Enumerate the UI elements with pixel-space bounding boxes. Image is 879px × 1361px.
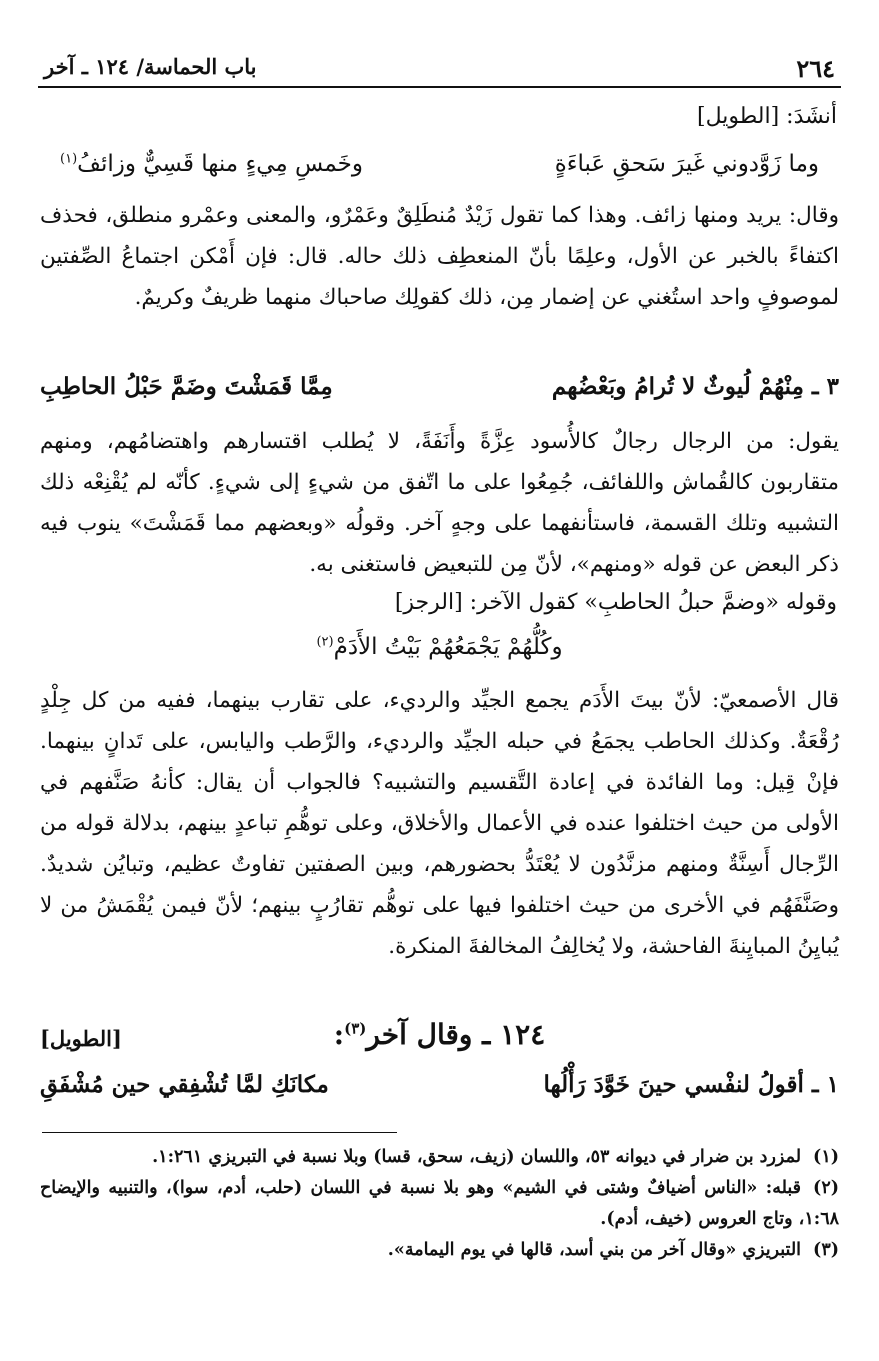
verse-next-second-hemistich: مكانَكِ لمَّا تُشْفِقي حين مُشْفَقِ — [40, 1071, 329, 1098]
footnotes — [40, 1142, 839, 1266]
running-header — [38, 50, 841, 88]
rajaz-verse: وكُلُّهُمْ يَجْمَعُهُمْ بَيْتُ الأَدَمْ$^{(٢)}$ — [316, 634, 563, 660]
footnote-marker: (١) — [60, 151, 78, 167]
footnote-2: (٢)قبله: «الناس أضيافٌ وشتى في الشيم» وهو بلا نسبة في اللسان (حلب، أدم، سوا)، والتنبيه والإيضاح ١:٦٨، وتاج العروس (خيف، أدم). — [40, 1178, 839, 1229]
section-title: ١٢٤ ـ وقال آخر$^{(٣)}$: — [333, 1018, 546, 1051]
footnote-3: (٣)التبريزي «وقال آخر من بني أسد، قالها في يوم اليمامة». — [387, 1240, 839, 1260]
verse-next-first-hemistich: ١ ـ أقولُ لنفْسي حينَ خَوَّدَ رَأْلُها — [543, 1071, 839, 1098]
verse-1-first-hemistich: وما زَوَّدوني غَيرَ سَحقِ عَباءَةٍ — [554, 151, 819, 177]
paragraph-1: وقال: يريد ومنها زائف. وهذا كما تقول زَيْدٌ مُنطَلِقٌ وعَمْرٌو، والمعنى وعمْرو منطلق، فحذف اكتفاءً بالخبر عن الأول، وعلِمًا بأنّ المنعطِف ذلك حاله. قال: فإن أَمْكن اجتماعُ الصِّفتين لموصوفٍ واحد استُغني عن إضمار مِن، ذلك كقولِك صاحباك منهما ظريفٌ وكريمٌ. — [40, 203, 839, 310]
verse-3-first-hemistich: ٣ ـ مِنْهُمْ لُيوثٌ لا تُرامُ وبَعْضُهم — [551, 373, 839, 400]
footnote-1: (١)لمزرد بن ضرار في ديوانه ٥٣، واللسان (زيف، سحق، قسا) وبلا نسبة في التبريزي ١:٢٦١. — [152, 1147, 839, 1167]
footnote-marker: (٣) — [344, 1019, 367, 1038]
section-heading — [40, 1018, 839, 1062]
paragraph-2: يقول: من الرجال رجالٌ كالأُسود عِزَّةً وأَنَفَةً، لا يُطلب اقتسارهم واهتضامُهم، ومنهم متقاربون كالقُماش واللفائف، جُمِعُوا على ما اتّفق من شيءٍ إلى شيءٍ. كأنّه لم يُقْنِعْه ذلك التشبيه وتلك القسمة، فاستأنفهما على وجهٍ آخر. وقولُه «وبعضهم مما قَمَشْتَ» ينوب فيه ذكر البعض عن قوله «ومنهم»، لأنّ مِن للتبعيض فاستغنى به. — [40, 429, 839, 577]
verse-1-second-hemistich: وخَمسِ مِيءٍ منها قَسِيٌّ وزائفُ$^{(١)}$ — [60, 151, 364, 177]
meter-label: [الطويل] — [40, 1026, 122, 1051]
verse-3-second-hemistich: مِمَّا قَمَشْتَ وضَمَّ حَبْلُ الحاطِبِ — [40, 373, 333, 400]
running-title: باب الحماسة/ ١٢٤ ـ آخر — [44, 54, 257, 79]
footnote-marker: (٢) — [316, 634, 334, 650]
paragraph-3: قال الأصمعيّ: لأنّ بيتَ الأَدَم يجمع الجيِّد والرديء، على تقارب بينهما، ففيه من كل جِلْدٍ رُقْعَةٌ. وكذلك الحاطب يجمَعُ في حبله الجيِّد والرديء، والرَّطب واليابس، على تَدانٍ بينهما. فإنْ قِيل: وما الفائدة في إعادة التَّقسيم والتشبيه؟ فالجواب أن يقال: كأنهُ صَنَّفهم في الأولى من حيث اختلفوا عنده في الأعمال والأخلاق، وعلى توهُّمِ تباعدٍ بينهم، بدلالة قوله من الرِّجال أَسِنَّةٌ ومنهم مزنَّدُون لا يُعْتَدُّ بحضورهم، وبين الصفتين تفاوتٌ عظيم، وتبايُن شديدٌ. وصَنَّفَهُم في الأخرى من حيث اختلفوا فيها على توهُّم تقارُبٍ بينهم؛ لأنّ فيمن يُقْمَشُ من لا يُبايِنُ المبايِنةَ الفاحشة، ولا يُخالِفُ المخالفةَ المنكرة. — [40, 688, 839, 959]
page-number: ٢٦٤ — [796, 54, 835, 83]
intro-line: أنشَدَ: [الطويل] — [697, 104, 837, 129]
quote-intro-line: وقوله «وضمَّ حبلُ الحاطبِ» كقول الآخر: [الرجز] — [394, 590, 837, 615]
footnote-separator — [42, 1132, 397, 1133]
